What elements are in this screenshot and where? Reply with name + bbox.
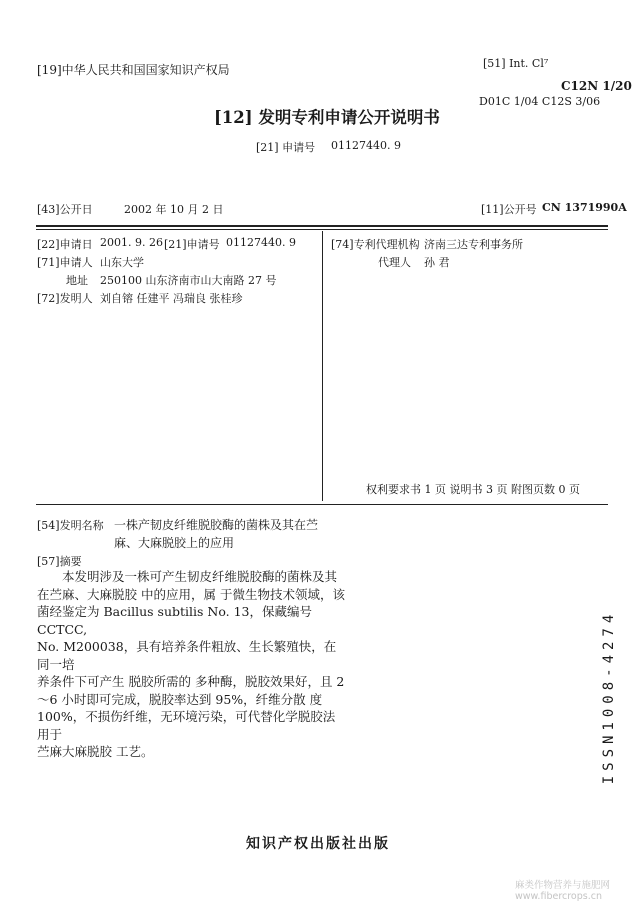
abstract-line: 100%，不损伤纤维，无环境污染，可代替化学脱胶法用于 (37, 709, 336, 742)
top-rule (36, 225, 608, 227)
issn-vertical (585, 597, 633, 797)
page-counts: 权利要求书 1 页 说明书 3 页 附图页数 0 页 (366, 483, 580, 496)
classification-primary: C12N 1/20 (561, 79, 632, 93)
issn-text: ISSN1008-4274 (601, 609, 617, 785)
column-divider (322, 231, 323, 501)
agent: 孙 君 (424, 256, 450, 269)
watermark-line-2: www.fibercrops.cn (515, 891, 602, 902)
agency: 济南三达专利事务所 (424, 238, 523, 251)
abstract-line: 苎麻大麻脱胶 工艺。 (37, 744, 154, 759)
invention-title-line-2: 麻、大麻脱胶上的应用 (114, 536, 235, 550)
site-watermark (515, 880, 610, 902)
classification-secondary: D01C 1/04 C12S 3/06 (479, 95, 601, 108)
agent-label: 代理人 (378, 256, 411, 269)
filing-date-label: [22]申请日 (37, 238, 93, 251)
abstract-line: 养条件下可产生 脱胶所需的 多种酶，脱胶效果好，且 2 (37, 674, 345, 689)
abstract-line: No. M200038，具有培养条件粗放、生长繁殖快，在同一培 (37, 639, 337, 672)
issuing-office: [19]中华人民共和国国家知识产权局 (37, 63, 230, 77)
abstract-line: 菌经鉴定为 Bacillus subtilis No. 13，保藏编号 CCTCC, (37, 604, 313, 637)
biblio-appno: 01127440. 9 (226, 236, 296, 249)
application-number: 01127440. 9 (331, 139, 401, 152)
watermark-line-1: 麻类作物营养与施肥网 (515, 880, 611, 891)
inventors: 刘自镕 任建平 冯瑞良 张桂珍 (100, 292, 243, 305)
publication-date-label: [43]公开日 (37, 203, 93, 216)
mid-rule (36, 504, 608, 505)
publication-number: CN 1371990A (542, 201, 627, 214)
address-label: 地址 (66, 274, 88, 287)
abstract-line: 本发明涉及一株可产生韧皮纤维脱胶酶的菌株及其 (62, 569, 338, 584)
publication-date: 2002 年 10 月 2 日 (124, 203, 224, 216)
agency-label: [74]专利代理机构 (331, 238, 420, 251)
applicant: 山东大学 (100, 256, 144, 269)
abstract-body (37, 568, 347, 761)
publisher: 知识产权出版社出版 (246, 836, 390, 852)
invention-title-line-1: 一株产韧皮纤维脱胶酶的菌株及其在苎 (114, 518, 319, 532)
document-title: [12] 发明专利申请公开说明书 (214, 108, 440, 127)
inventor-label: [72]发明人 (37, 292, 93, 305)
application-number-label: [21] 申请号 (256, 141, 316, 154)
address: 250100 山东济南市山大南路 27 号 (100, 274, 277, 287)
abstract-label: [57]摘要 (37, 555, 82, 568)
int-cl-label: [51] Int. Cl⁷ (483, 57, 549, 70)
biblio-appno-label: [21]申请号 (164, 238, 220, 251)
publication-number-label: [11]公开号 (481, 203, 537, 216)
top-rule-thin (36, 229, 608, 230)
abstract-line: 在苎麻、大麻脱胶 中的应用，属 于微生物技术领域，该 (37, 586, 345, 602)
invention-title-label: [54]发明名称 (37, 519, 104, 532)
filing-date: 2001. 9. 26 (100, 236, 163, 249)
abstract-line: ～6 小时即可完成，脱胶率达到 95%，纤维分散 度 (37, 691, 323, 707)
applicant-label: [71]申请人 (37, 256, 93, 269)
